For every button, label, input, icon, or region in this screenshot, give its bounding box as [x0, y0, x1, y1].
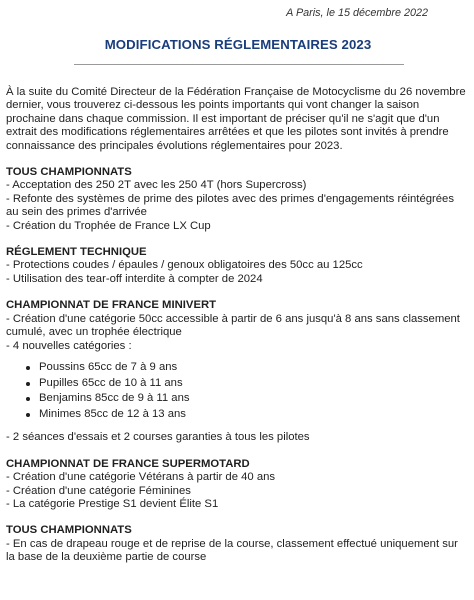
section-tous-championnats: [6, 166, 466, 233]
category-list: [6, 361, 466, 422]
section-title: RÉGLEMENT TECHNIQUE: [6, 246, 147, 259]
section-line: - Acceptation des 250 2T avec les 250 4T (hors Supercross): [6, 179, 307, 192]
bullet-icon: [26, 366, 30, 370]
section-title: CHAMPIONNAT DE FRANCE SUPERMOTARD: [6, 457, 250, 470]
intro-paragraph: À la suite du Comité Directeur de la Fédération Française de Motocyclisme du 26 novembre dernier, vous trouverez ci-dessous les points importants qui vont changer la saison prochaine dans chaque commission. Il est important de préciser qu'il ne s'agit que d'un extrait des modifications réglementaires arrêtées et que les pilotes sont invités à prendre connaissance des principales évolutions réglementaires pour 2023.: [6, 86, 466, 152]
list-item-label: Pupilles 65cc de 10 à 11 ans: [39, 376, 183, 389]
section-line: - Utilisation des tear-off interdite à compter de 2024: [6, 272, 263, 285]
list-item: [26, 392, 466, 405]
bullet-icon: [26, 413, 30, 417]
section-reglement-technique: [6, 246, 466, 286]
section-title: TOUS CHAMPIONNATS: [6, 524, 132, 537]
section-line: - 4 nouvelles catégories :: [6, 339, 132, 352]
section-title: TOUS CHAMPIONNATS: [6, 166, 132, 179]
list-item: [26, 377, 466, 390]
list-item-label: Poussins 65cc de 7 à 9 ans: [39, 360, 178, 373]
section-supermotard: [6, 458, 466, 512]
section-minivert: [6, 299, 466, 445]
section-tous-championnats-2: [6, 524, 466, 564]
section-line: - 2 séances d'essais et 2 courses garanties à tous les pilotes: [6, 431, 310, 444]
section-line: - La catégorie Prestige S1 devient Élite S1: [6, 498, 219, 511]
section-title: CHAMPIONNAT DE FRANCE MINIVERT: [6, 299, 217, 312]
document-body: [6, 86, 466, 578]
section-line: - Création du Trophée de France LX Cup: [6, 219, 211, 232]
section-line: - Création d'une catégorie 50cc accessible à partir de 6 ans jusqu'à 8 ans sans classement cumulé, avec un trophée électrique: [6, 312, 460, 339]
document-title: MODIFICATIONS RÉGLEMENTAIRES 2023: [104, 37, 372, 52]
section-line: - En cas de drapeau rouge et de reprise de la course, classement effectué uniquement sur la base de la deuxième partie de course: [6, 537, 458, 564]
title-divider: [74, 64, 404, 65]
section-line: - Protections coudes / épaules / genoux obligatoires des 50cc au 125cc: [6, 259, 363, 272]
document-date: A Paris, le 15 décembre 2022: [286, 7, 428, 19]
list-item-label: Minimes 85cc de 12 à 13 ans: [39, 408, 186, 421]
bullet-icon: [26, 382, 30, 386]
list-item: [26, 408, 466, 421]
section-line: - Refonte des systèmes de prime des pilotes avec des primes d'engagements réintégrées au sein des primes d'arrivée: [6, 192, 454, 219]
list-item-label: Benjamins 85cc de 9 à 11 ans: [39, 392, 190, 405]
section-line: - Création d'une catégorie Vétérans à partir de 40 ans: [6, 471, 276, 484]
list-item: [26, 361, 466, 374]
bullet-icon: [26, 397, 30, 401]
section-line: - Création d'une catégorie Féminines: [6, 484, 191, 497]
